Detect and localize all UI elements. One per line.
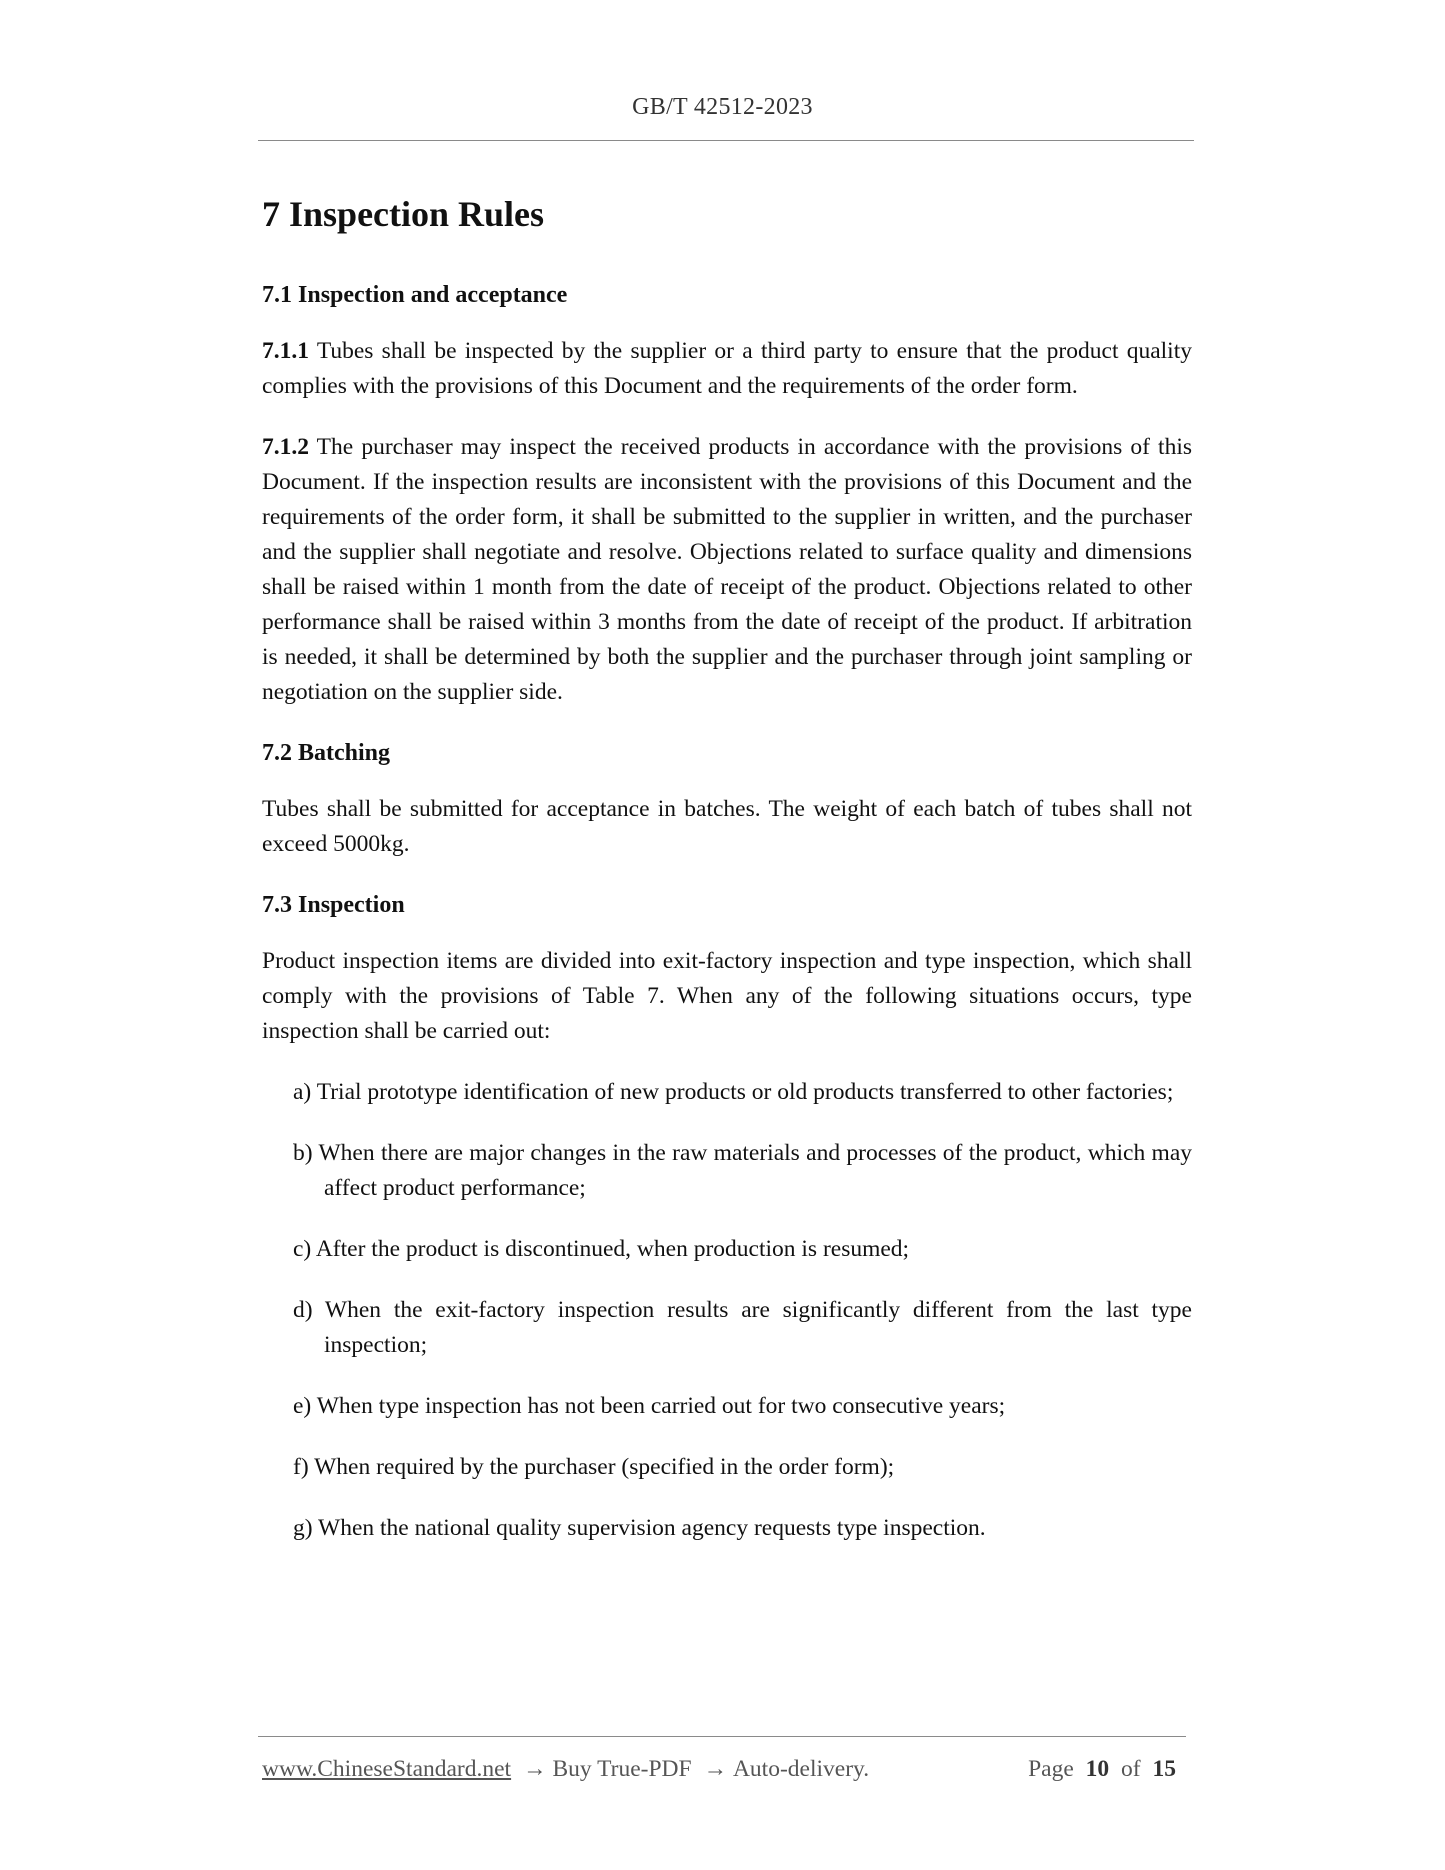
header-doc-id: GB/T 42512-2023	[632, 94, 813, 120]
footer	[262, 1756, 1182, 1783]
arrow-right-icon: →	[522, 1756, 547, 1782]
inspection-paragraph: Product inspection items are divided into exit-factory inspection and type inspection, which shall comply with the provisions of Table 7. When any of the following situations occurs, type inspection shall be carried out:	[262, 948, 1192, 1044]
batching-paragraph: Tubes shall be submitted for acceptance in batches. The weight of each batch of tubes shall not exceed 5000kg.	[262, 796, 1192, 857]
clause-7-1-1	[262, 334, 1192, 404]
type-inspection-list	[262, 1075, 1192, 1546]
list-item: a) Trial prototype identification of new products or old products transferred to other factories;	[293, 1079, 1174, 1105]
auto-delivery-text: Auto-delivery.	[732, 1756, 870, 1782]
list-item: d) When the exit-factory inspection results are significantly different from the last type inspection;	[293, 1297, 1192, 1358]
footer-divider	[258, 1736, 1186, 1737]
list-item: g) When the national quality supervision agency requests type inspection.	[293, 1515, 986, 1541]
buy-true-pdf-text: Buy True-PDF	[552, 1756, 692, 1782]
list-item: e) When type inspection has not been carried out for two consecutive years;	[293, 1393, 1006, 1419]
website-link[interactable]: www.ChineseStandard.net	[262, 1756, 512, 1782]
subsection-7-2-title: 7.2 Batching	[262, 740, 391, 766]
page-current: 10	[1085, 1756, 1110, 1782]
clause-number: 7.1.1	[262, 338, 309, 364]
clause-text: Tubes shall be inspected by the supplier or a third party to ensure that the product quality complies with the provisions of this Document and the requirements of the order form.	[262, 338, 1192, 399]
arrow-right-icon: →	[703, 1756, 727, 1782]
subsection-7-3-title: 7.3 Inspection	[262, 892, 405, 918]
page-label: Page	[1028, 1756, 1074, 1782]
clause-number: 7.1.2	[262, 434, 309, 460]
document-body	[262, 190, 1192, 1572]
clause-7-1-2	[262, 430, 1192, 710]
footer-left	[262, 1756, 869, 1783]
list-item: f) When required by the purchaser (specified in the order form);	[293, 1454, 895, 1480]
clause-text: The purchaser may inspect the received products in accordance with the provisions of this Document. If the inspection results are inconsistent with the provisions of this Document and the requirements of the order form, it shall be submitted to the supplier in written, and the purchaser and the supplier shall negotiate and resolve. Objections related to surface quality and dimensions shall be raised within 1 month from the date of receipt of the product. Objections related to other performance shall be raised within 3 months from the date of receipt of the product. If arbitration is needed, it shall be determined by both the supplier and the purchaser through joint sampling or negotiation on the supplier side.	[262, 434, 1192, 705]
section-title: 7 Inspection Rules	[262, 194, 545, 234]
page-of: of	[1121, 1756, 1141, 1782]
page-total: 15	[1152, 1756, 1176, 1782]
subsection-7-1-title: 7.1 Inspection and acceptance	[262, 282, 568, 308]
page-indicator	[1028, 1756, 1182, 1783]
list-item: b) When there are major changes in the raw materials and processes of the product, which may affect product performance;	[293, 1140, 1192, 1201]
list-item: c) After the product is discontinued, when production is resumed;	[293, 1236, 910, 1262]
header-divider	[258, 140, 1194, 141]
